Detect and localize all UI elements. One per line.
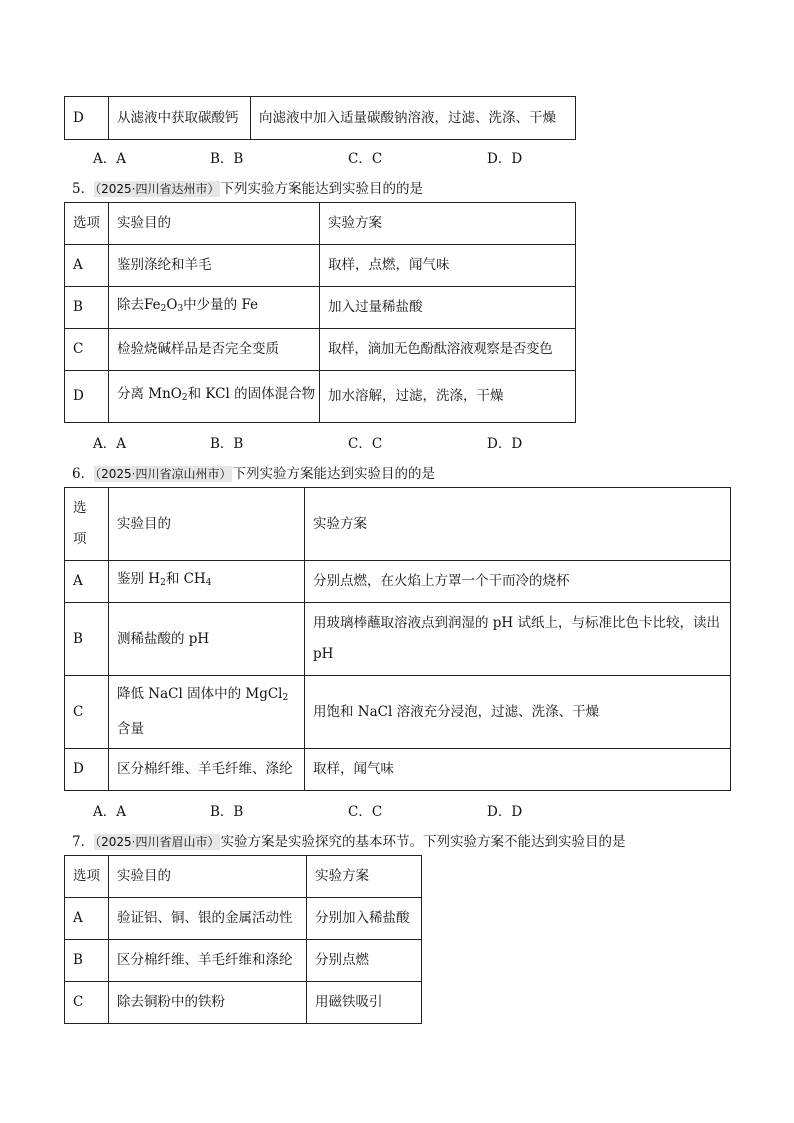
goal-cell: 验证铝、铜、银的金属活动性 xyxy=(109,898,307,940)
table-row xyxy=(65,898,422,940)
header-goal: 实验目的 xyxy=(109,488,305,561)
table-header-row xyxy=(65,488,731,561)
question-number: 5． xyxy=(72,181,95,197)
plan-cell: 加入过量稀盐酸 xyxy=(320,287,576,329)
question-5-stem xyxy=(72,177,423,197)
choice-d[interactable]: D．D xyxy=(487,151,523,167)
question-text: 下列实验方案能达到实验目的的是 xyxy=(232,466,435,482)
option-cell: D xyxy=(65,749,109,791)
choice-b[interactable]: B．B xyxy=(210,804,244,820)
choice-d[interactable]: D．D xyxy=(487,436,523,452)
choice-c[interactable]: C．C xyxy=(348,804,383,820)
choice-c[interactable]: C．C xyxy=(348,151,383,167)
option-cell: A xyxy=(65,898,109,940)
option-cell: C xyxy=(65,329,109,371)
header-plan: 实验方案 xyxy=(320,203,576,245)
table-row xyxy=(65,97,576,140)
goal-cell: 区分棉纤维、羊毛纤维和涤纶 xyxy=(109,940,307,982)
plan-cell: 向滤液中加入适量碳酸钠溶液，过滤、洗涤、干燥 xyxy=(251,97,576,140)
option-cell: D xyxy=(65,371,109,423)
choice-b[interactable]: B．B xyxy=(210,436,244,452)
plan-cell: 用玻璃棒蘸取溶液点到润湿的 pH 试纸上，与标准比色卡比较，读出 pH xyxy=(305,603,731,676)
header-option: 选项 xyxy=(65,488,109,561)
question-number: 7． xyxy=(72,834,95,850)
table-row xyxy=(65,940,422,982)
plan-cell: 用饱和 NaCl 溶液充分浸泡，过滤、洗涤、干燥 xyxy=(305,676,731,749)
choice-a[interactable]: A．A xyxy=(93,151,126,167)
choice-a[interactable]: A．A xyxy=(93,804,126,820)
goal-cell: 降低 NaCl 固体中的 MgCl$_2$含量 xyxy=(109,676,305,749)
header-option: 选项 xyxy=(65,203,109,245)
choice-a[interactable]: A．A xyxy=(93,436,126,452)
table-q4-continuation xyxy=(64,96,576,140)
goal-cell: 除去铜粉中的铁粉 xyxy=(109,982,307,1024)
table-row xyxy=(65,371,576,423)
goal-cell: 除去$Fe_2O_3$中少量的 Fe xyxy=(109,287,320,329)
option-cell: B xyxy=(65,603,109,676)
table-row xyxy=(65,676,731,749)
question-6-stem xyxy=(72,462,435,482)
header-option: 选项 xyxy=(65,856,109,898)
choice-d[interactable]: D．D xyxy=(487,804,523,820)
choice-c[interactable]: C．C xyxy=(348,436,383,452)
table-row xyxy=(65,329,576,371)
option-cell: B xyxy=(65,940,109,982)
plan-cell: 用磁铁吸引 xyxy=(307,982,422,1024)
plan-cell: 加水溶解，过滤，洗涤，干燥 xyxy=(320,371,576,423)
table-row xyxy=(65,287,576,329)
table-row xyxy=(65,982,422,1024)
table-header-row xyxy=(65,203,576,245)
plan-cell: 取样，点燃，闻气味 xyxy=(320,245,576,287)
goal-cell: 测稀盐酸的 pH xyxy=(109,603,305,676)
table-row xyxy=(65,245,576,287)
option-cell: A xyxy=(65,561,109,603)
option-cell: A xyxy=(65,245,109,287)
header-goal: 实验目的 xyxy=(109,203,320,245)
source-tag: （2025·四川省凉山州市） xyxy=(95,467,232,481)
option-cell: B xyxy=(65,287,109,329)
option-cell: C xyxy=(65,982,109,1024)
table-q6 xyxy=(64,487,731,791)
source-tag: （2025·四川省眉山市） xyxy=(95,835,220,849)
table-q7 xyxy=(64,855,422,1024)
goal-cell: 区分棉纤维、羊毛纤维、涤纶 xyxy=(109,749,305,791)
table-header-row xyxy=(65,856,422,898)
question-text: 下列实验方案能达到实验目的的是 xyxy=(220,181,423,197)
goal-cell: 检验烧碱样品是否完全变质 xyxy=(109,329,320,371)
header-plan: 实验方案 xyxy=(307,856,422,898)
plan-cell: 分别加入稀盐酸 xyxy=(307,898,422,940)
header-plan: 实验方案 xyxy=(305,488,731,561)
goal-cell: 鉴别 $H_2$和 $CH_4$ xyxy=(109,561,305,603)
option-cell: C xyxy=(65,676,109,749)
plan-cell: 分别点燃 xyxy=(307,940,422,982)
table-row xyxy=(65,749,731,791)
table-row xyxy=(65,603,731,676)
table-row xyxy=(65,561,731,603)
question-number: 6． xyxy=(72,466,95,482)
header-goal: 实验目的 xyxy=(109,856,307,898)
source-tag: （2025·四川省达州市） xyxy=(95,182,220,196)
goal-cell: 从滤液中获取碳酸钙 xyxy=(109,97,251,140)
plan-cell: 分别点燃，在火焰上方罩一个干而冷的烧杯 xyxy=(305,561,731,603)
goal-cell: 鉴别涤纶和羊毛 xyxy=(109,245,320,287)
table-q5 xyxy=(64,202,576,423)
question-text: 实验方案是实验探究的基本环节。下列实验方案不能达到实验目的是 xyxy=(220,834,626,850)
plan-cell: 取样，滴加无色酚酞溶液观察是否变色 xyxy=(320,329,576,371)
plan-cell: 取样，闻气味 xyxy=(305,749,731,791)
goal-cell: 分离 MnO$_2$和 KCl 的固体混合物 xyxy=(109,371,320,423)
choice-b[interactable]: B．B xyxy=(210,151,244,167)
question-7-stem xyxy=(72,830,625,850)
option-cell: D xyxy=(65,97,109,140)
